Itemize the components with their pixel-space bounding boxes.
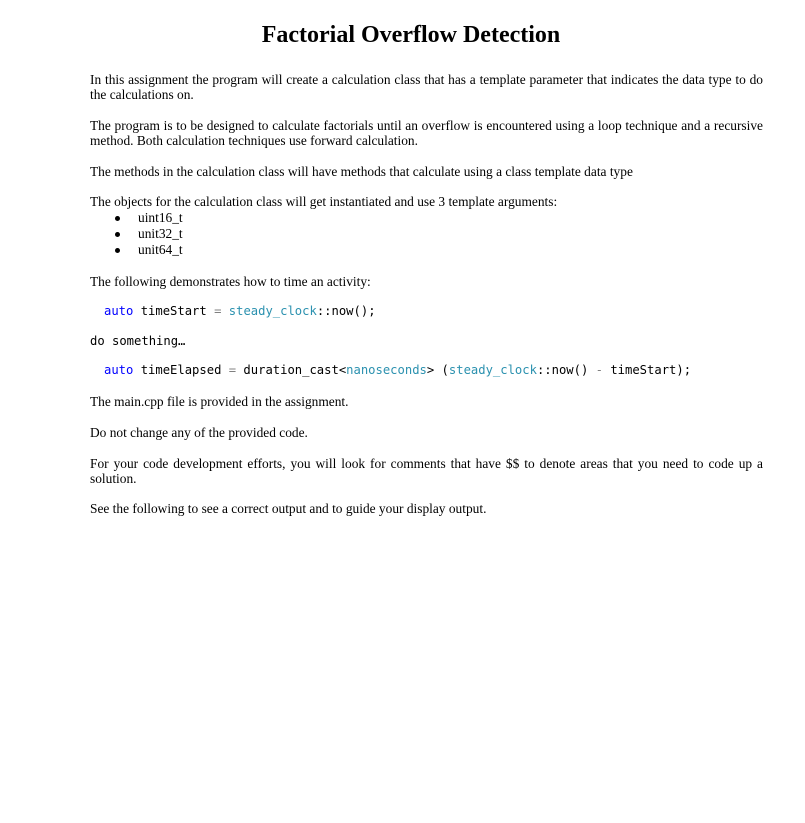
list-item-label: uint16_t [138, 210, 183, 225]
code-text: ::now(); [316, 304, 376, 318]
code-line-time-start [90, 304, 763, 319]
paragraph-design: The program is to be designed to calculate factorials until an overflow is encountered using a loop technique and a recursive method. Both calculation techniques use forward calculation. [90, 118, 763, 148]
list-item [90, 226, 763, 242]
code-text: > ( [426, 363, 449, 377]
code-type: steady_clock [448, 363, 537, 377]
paragraph-no-change: Do not change any of the provided code. [90, 425, 308, 440]
code-text: ::now() [536, 363, 596, 377]
paragraph-timing: The following demonstrates how to time an activity: [90, 274, 371, 289]
bullet-icon [115, 216, 120, 221]
list-item-label: unit32_t [138, 226, 183, 241]
code-keyword: auto [104, 363, 134, 377]
list-item [90, 210, 763, 226]
code-text [221, 304, 228, 318]
bullet-icon [115, 248, 120, 253]
list-item [90, 242, 763, 258]
code-type: steady_clock [228, 304, 317, 318]
document-body [90, 72, 763, 516]
code-operator: = [228, 363, 237, 377]
code-text: timeElapsed [133, 363, 229, 377]
page-title: Factorial Overflow Detection [261, 22, 561, 48]
code-keyword: auto [104, 304, 134, 318]
template-args-list [90, 210, 763, 258]
paragraph-objects: The objects for the calculation class will get instantiated and use 3 template arguments: [90, 194, 558, 209]
code-text: duration_cast< [236, 363, 347, 377]
code-operator: - [595, 363, 603, 377]
paragraph-comments: For your code development efforts, you will look for comments that have $$ to denote areas that you need to code up a solution. [90, 456, 763, 486]
paragraph-methods: The methods in the calculation class will have methods that calculate using a class template data type [90, 164, 633, 179]
paragraph-see-output: See the following to see a correct output and to guide your display output. [90, 501, 487, 516]
code-line-time-elapsed [90, 363, 763, 378]
code-operator: = [214, 304, 222, 318]
paragraph-main-cpp: The main.cpp file is provided in the assignment. [90, 394, 349, 409]
code-text: timeStart [133, 304, 215, 318]
code-type: nanoseconds [346, 363, 427, 377]
code-text: timeStart); [603, 363, 692, 377]
paragraph-intro: In this assignment the program will create a calculation class that has a template parameter that indicates the data type to do the calculations on. [90, 72, 763, 102]
list-item-label: unit64_t [138, 242, 183, 257]
code-line-do-something: do something… [90, 334, 186, 348]
bullet-icon [115, 232, 120, 237]
